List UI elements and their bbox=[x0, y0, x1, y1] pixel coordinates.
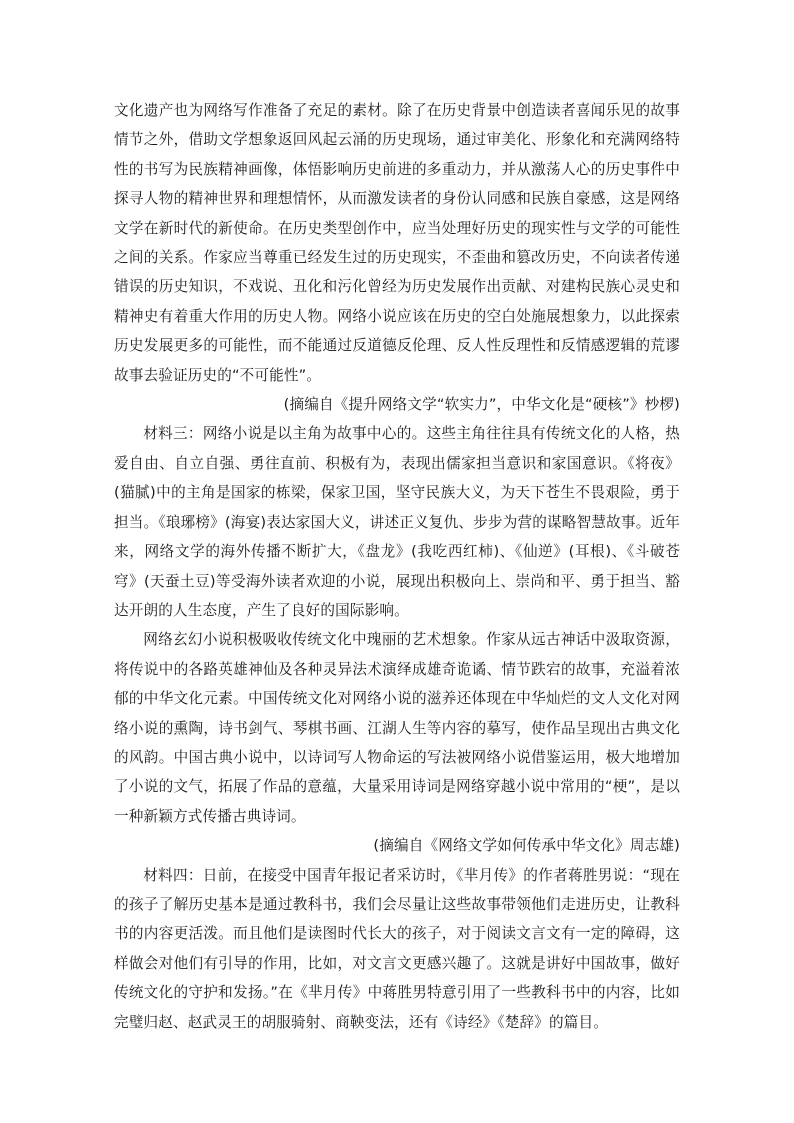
paragraph-fantasy-novels: 网络玄幻小说积极吸收传统文化中瑰丽的艺术想象。作家从远古神话中汲取资源，将传说中的各路英雄神仙及各种灵异法术演绎成雄奇诡谲、情节跌宕的故事，充溢着浓郁的中华文化元素。中国传统文化对网络小说的滋养还体现在中华灿烂的文人文化对网络小说的熏陶，诗书剑气、琴棋书画、江湖人生等内容的摹写，使作品呈现出古典文化的风韵。中国古典小说中，以诗词写人物命运的写法被网络小说借鉴运用，极大地增加了小说的文气，拓展了作品的意蕴，大量采用诗词是网络穿越小说中常用的“梗”，是以一种新颖方式传播古典诗词。 bbox=[114, 631, 680, 825]
document-body bbox=[114, 96, 680, 1037]
source-citation-2: (摘编自《网络文学如何传承中华文化》周志雄) bbox=[373, 837, 680, 855]
paragraph-material-four: 材料四：日前，在接受中国青年报记者采访时，《芈月传》的作者蒋胜男说：“现在的孩子了解历史基本是通过教科书，我们会尽量让这些故事带领他们走进历史，让教科书的内容更活泼。而且他们是读图时代长大的孩子，对于阅读文言文有一定的障碍，这样做会对他们有引导的作用，比如，对文言文更感兴趣了。这就是讲好中国故事，做好传统文化的守护和发扬。”在《芈月传》中蒋胜男特意引用了一些教科书中的内容，比如完璧归赵、赵武灵王的胡服骑射、商鞅变法，还有《诗经》《楚辞》的篇目。 bbox=[114, 866, 680, 1031]
paragraph-history-writing: 文化遗产也为网络写作准备了充足的素材。除了在历史背景中创造读者喜闻乐见的故事情节之外，借助文学想象返回风起云涌的历史现场，通过审美化、形象化和充满网络特性的书写为民族精神画像，体悟影响历史前进的多重动力，并从激荡人心的历史事件中探寻人物的精神世界和理想情怀，从而激发读者的身份认同感和民族自豪感，这是网络文学在新时代的新使命。在历史类型创作中，应当处理好历史的现实性与文学的可能性之间的关系。作家应当尊重已经发生过的历史现实，不歪曲和篡改历史，不向读者传递错误的历史知识，不戏说、丑化和污化曾经为历史发展作出贡献、对建构民族心灵史和精神史有着重大作用的历史人物。网络小说应该在历史的空白处施展想象力，以此探索历史发展更多的可能性，而不能通过反道德反伦理、反人性反理性和反情感逻辑的荒谬故事去验证历史的“不可能性”。 bbox=[114, 102, 680, 384]
source-citation-1: (摘编自《提升网络文学“软实力”，中华文化是“硬核”》杪椤) bbox=[283, 396, 680, 414]
paragraph-material-three: 材料三：网络小说是以主角为故事中心的。这些主角往往具有传统文化的人格，热爱自由、自立自强、勇往直前、积极有为，表现出儒家担当意识和家国意识。《将夜》(猫腻)中的主角是国家的栋梁，保家卫国，坚守民族大义，为天下苍生不畏艰险，勇于担当。《琅琊榜》(海宴)表达家国大义，讲述正义复仇、步步为营的谋略智慧故事。近年来，网络文学的海外传播不断扩大，《盘龙》(我吃西红柿)、《仙逆》(耳根)、《斗破苍穹》(天蚕土豆)等受海外读者欢迎的小说，展现出积极向上、崇尚和平、勇于担当、豁达开朗的人生态度，产生了良好的国际影响。 bbox=[114, 425, 680, 619]
